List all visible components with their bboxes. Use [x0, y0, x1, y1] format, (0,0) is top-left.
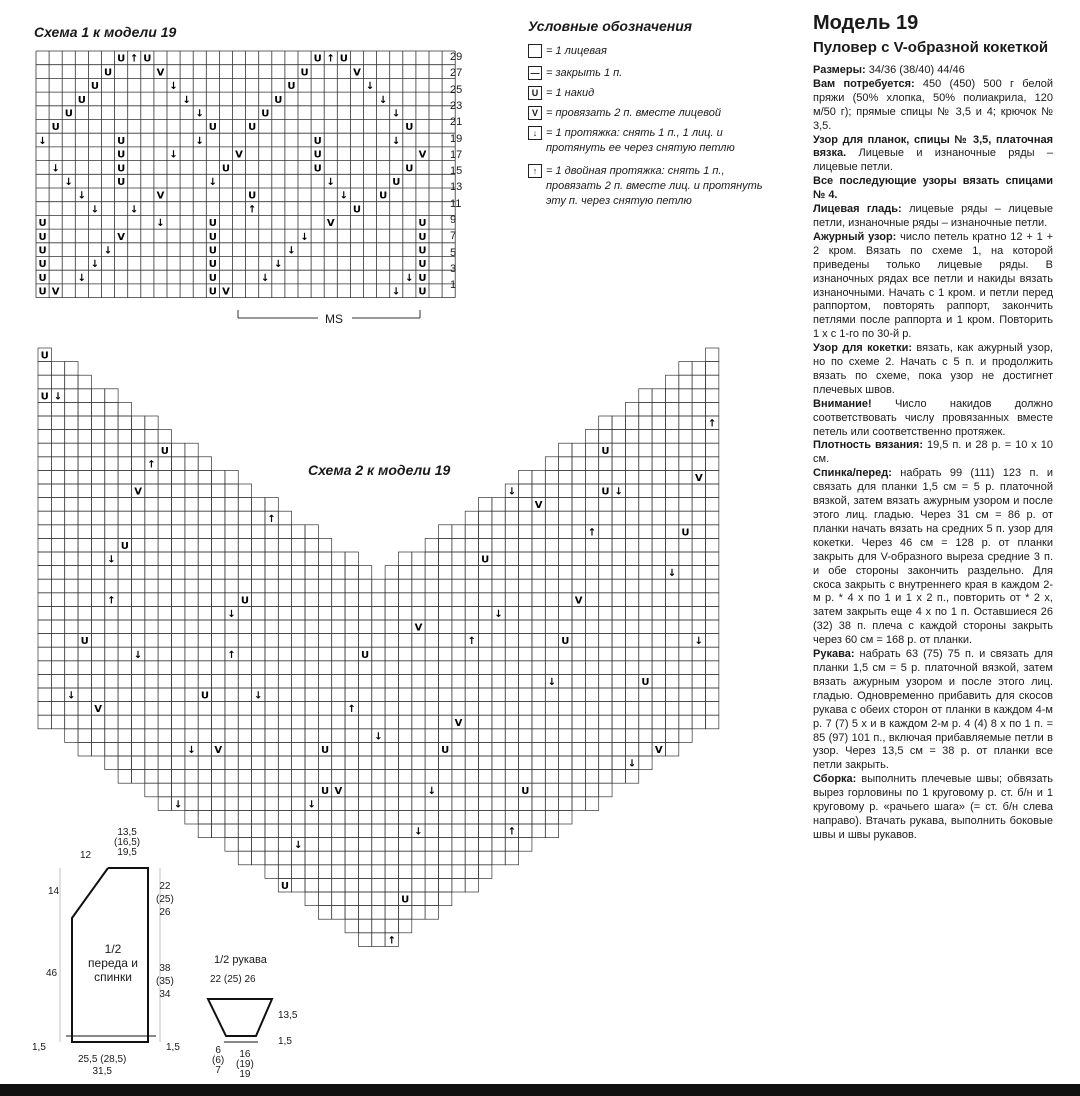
stitch-symbol: V — [353, 67, 361, 79]
stitch-symbol: U — [117, 53, 126, 65]
stitch-symbol: U — [418, 231, 427, 243]
stitch-symbol: ↓ — [547, 677, 557, 688]
stitch-symbol: ↓ — [365, 81, 375, 93]
stitch-symbol: U — [38, 231, 47, 243]
legend-symbol: U — [528, 86, 542, 100]
stitch-symbol: U — [90, 81, 100, 93]
stitch-symbol: U — [313, 149, 322, 161]
paragraph-label: Узор для планок, спицы № 3,5, платочная вязка. — [813, 133, 1053, 160]
front-top-width: 12 — [80, 850, 92, 861]
scheme1-ms-label: MS — [325, 312, 343, 326]
stitch-symbol: ↓ — [307, 799, 316, 811]
paragraph-label: Вам потребуется: — [813, 77, 915, 90]
legend-title: Условные обозначения — [528, 18, 693, 34]
scheme1-title: Схема 1 к модели 19 — [34, 24, 177, 40]
stitch-symbol: ↓ — [103, 245, 113, 257]
stitch-symbol: ↓ — [287, 245, 296, 257]
stitch-symbol: U — [274, 94, 283, 106]
stitch-symbol: ↓ — [130, 204, 139, 216]
sleeve-label: 1/2 рукава — [214, 954, 267, 966]
stitch-symbol: U — [117, 149, 126, 161]
paragraph-text: 450 (450) 500 г белой пряжи (50% хлопка, 50% полиакрила, 120 м/50 г); прямые спицы № 3,5 и 4; крючок № 3,5. — [813, 77, 1053, 132]
front-left-upper: 14 — [48, 886, 60, 897]
stitch-symbol: ↑ — [130, 53, 139, 65]
stitch-symbol: U — [481, 554, 490, 566]
legend-symbol: ↑ — [528, 164, 542, 178]
stitch-symbol: U — [160, 445, 169, 457]
stitch-symbol: ↓ — [374, 731, 383, 743]
stitch-symbol: ↓ — [107, 554, 116, 566]
stitch-symbol: U — [313, 135, 322, 147]
row-number: 25 — [450, 83, 463, 96]
row-number: 3 — [450, 262, 457, 275]
scheme2-title: Схема 2 к модели 19 — [308, 462, 451, 478]
stitch-symbol: ↓ — [405, 272, 414, 284]
paragraph-label: Все последующие узоры вязать спицами № 4. — [813, 175, 1053, 202]
stitch-symbol: U — [208, 231, 217, 243]
stitch-symbol: U — [38, 218, 47, 230]
stitch-symbol: V — [574, 595, 583, 607]
front-label: 1/2 переда и спинки — [88, 942, 138, 984]
stitch-symbol: V — [134, 486, 142, 498]
stitch-symbol: ↓ — [195, 108, 204, 120]
stitch-symbol: U — [405, 163, 414, 175]
stitch-symbol: ↓ — [51, 163, 60, 175]
stitch-symbol: U — [117, 177, 126, 188]
stitch-symbol: V — [214, 745, 223, 756]
stitch-symbol: U — [103, 67, 113, 79]
stitch-symbol: ↓ — [274, 259, 283, 271]
stitch-symbol: U — [601, 486, 610, 498]
stitch-symbol: U — [248, 190, 257, 202]
row-number: 21 — [450, 116, 463, 129]
legend-symbol: V — [528, 106, 542, 120]
stitch-symbol: U — [601, 445, 610, 457]
stitch-symbol: U — [392, 177, 401, 188]
paragraph-text: вязать, как ажурный узор, но по схеме 2. Начать с 5 п. и продолжить вязать по схеме, пока узор не достигнет плечевых швов. — [813, 342, 1053, 396]
stitch-symbol: ↓ — [254, 690, 263, 702]
stitch-symbol: V — [414, 622, 423, 634]
stitch-symbol: U — [208, 245, 217, 257]
stitch-symbol: ↓ — [187, 745, 196, 756]
stitch-symbol: ↑ — [587, 527, 597, 539]
stitch-symbol: ↑ — [707, 418, 717, 430]
row-number: 15 — [450, 165, 463, 178]
stitch-symbol: U — [561, 636, 570, 648]
front-right-main: 38 (35) 34 — [156, 963, 174, 1000]
stitch-symbol: U — [248, 122, 257, 134]
paragraph-label: Сборка: — [813, 773, 857, 786]
stitch-symbol: ↓ — [169, 149, 178, 161]
model-title: Модель 19 — [813, 12, 919, 34]
stitch-symbol: U — [261, 108, 270, 120]
stitch-symbol: ↓ — [614, 486, 623, 498]
paragraph-text: набрать 99 (111) 123 п. и связать для планки 1,5 см = 5 р. платочной вязкой, затем вязать ажурным узором и после этого лиц. гладью. Через 31 см = 86 р. от планки начать вязать на средних 5 п. узор для кокетки. Через 46 см = 128 р. от планки закрыть для V-образного выреза средние 3 п. и обе стороны закончить раздельно. Для скоса закрыть с внутреннего края в каждом 2-м р. * 4 х по 1 и 1 х 2 п., повторить от * 2 х, затем закрыть еще 4 х по 1 п. Оставшиеся 26 (32) 38 п. плеча с каждой стороны закрыть через 60 см = 168 р. от планки. — [813, 467, 1053, 647]
stitch-symbol: U — [401, 894, 410, 906]
stitch-symbol: U — [287, 81, 296, 93]
sleeve-top: 22 (25) 26 — [210, 974, 256, 985]
stitch-symbol: ↓ — [392, 286, 401, 298]
front-right-upper: 22 (25) 26 — [156, 881, 174, 918]
stitch-symbol: ↓ — [90, 259, 100, 271]
stitch-symbol: U — [40, 391, 49, 403]
stitch-symbol: ↓ — [38, 135, 47, 147]
paragraph-label: Узор для кокетки: — [813, 342, 913, 355]
stitch-symbol: U — [208, 286, 217, 298]
row-number: 9 — [450, 214, 457, 226]
sleeve-left-bottom: 6 (6) 7 — [212, 1045, 225, 1076]
stitch-symbol: V — [156, 67, 165, 79]
paragraph-text: лицевые ряды – лицевые петли, изнаночные ряды – изнаночные петли. — [813, 203, 1053, 229]
stitch-symbol: V — [51, 286, 60, 298]
stitch-symbol: U — [208, 218, 217, 230]
stitch-symbol: V — [117, 231, 126, 243]
front-bottom: 25,5 (28,5) 31,5 — [78, 1054, 127, 1077]
stitch-symbol: ↑ — [387, 935, 396, 947]
stitch-symbol: U — [77, 94, 86, 106]
stitch-symbol: U — [38, 272, 47, 284]
stitch-symbol: ↓ — [156, 218, 165, 230]
stitch-symbol: ↓ — [53, 391, 63, 403]
paragraph-label: Спинка/перед: — [813, 467, 892, 480]
page-bottom-bar — [0, 1084, 1080, 1096]
stitch-symbol: ↑ — [227, 649, 236, 661]
paragraph-text: набрать 63 (75) 75 п. и связать для планки 1,5 см = 5 р. платочной вязкой, затем вязать ажурным узором и после этого лиц. гладью. Одновременно прибавить для скосов рукава с обеих сторон от планки в каждом 4-м р. 7 (7) 5 х и в каждом 2-м р. 4 (4) 8 х по 1 п. = 85 (97) 101 п., включая прибавляемые петли в узор. Через 13,5 см = 38 р. от планки все петли закрыть. — [813, 648, 1053, 772]
model-subtitle: Пуловер с V-образной кокеткой — [813, 39, 1049, 56]
legend-symbol: — — [528, 66, 542, 80]
stitch-symbol: ↑ — [147, 459, 156, 471]
stitch-symbol: ↓ — [339, 190, 349, 202]
paragraph-text: 19,5 п. и 28 р. = 10 х 10 см. — [813, 439, 1053, 466]
stitch-symbol: ↓ — [64, 177, 73, 188]
stitch-symbol: U — [339, 53, 348, 65]
row-number: 19 — [450, 132, 463, 145]
stitch-symbol: U — [117, 135, 126, 147]
stitch-symbol: ↓ — [667, 568, 677, 580]
stitch-symbol: ↓ — [182, 94, 191, 106]
row-number: 13 — [450, 181, 463, 194]
stitch-symbol: U — [143, 53, 152, 65]
stitch-symbol: ↓ — [427, 785, 437, 797]
row-number: 1 — [450, 279, 457, 292]
stitch-symbol: ↑ — [247, 204, 257, 216]
stitch-symbol: V — [156, 190, 165, 202]
stitch-symbol: V — [334, 785, 343, 797]
front-top-right: 13,5 (16,5) 19,5 — [114, 827, 141, 858]
stitch-symbol: ↓ — [133, 649, 143, 661]
sleeve-rib: 1,5 — [278, 1036, 292, 1047]
stitch-symbol: U — [352, 204, 362, 216]
stitch-symbol: U — [208, 272, 217, 284]
stitch-symbol: U — [320, 785, 330, 797]
legend-text: = 1 накид — [546, 87, 595, 99]
stitch-symbol: ↑ — [467, 636, 477, 648]
paragraph-label: Лицевая гладь: — [813, 203, 902, 216]
stitch-symbol: U — [418, 286, 427, 298]
stitch-symbol: U — [117, 163, 126, 175]
paragraph-label: Ажурный узор: — [813, 230, 897, 243]
paragraph-label: Размеры: — [813, 64, 866, 76]
stitch-symbol: U — [418, 259, 427, 271]
stitch-symbol: U — [418, 245, 427, 257]
legend-symbol: ↓ — [528, 126, 542, 140]
stitch-symbol: ↓ — [90, 204, 100, 216]
stitch-symbol: ↓ — [627, 758, 637, 770]
stitch-symbol: ↓ — [494, 609, 503, 620]
stitch-symbol: ↑ — [507, 826, 517, 838]
paragraph-text: 34/36 (38/40) 44/46 — [865, 64, 965, 76]
stitch-symbol: ↑ — [267, 513, 276, 525]
stitch-symbol: U — [51, 122, 60, 134]
stitch-symbol: V — [654, 745, 663, 756]
stitch-symbol: U — [313, 53, 322, 65]
stitch-symbol: U — [320, 745, 330, 756]
stitch-symbol: ↓ — [77, 272, 87, 284]
legend-text: = 1 лицевая — [546, 45, 607, 57]
stitch-symbol: U — [361, 649, 370, 661]
stitch-symbol: U — [521, 785, 530, 797]
stitch-symbol: ↓ — [300, 231, 309, 243]
stitch-symbol: V — [222, 286, 230, 298]
stitch-symbol: U — [38, 286, 47, 298]
stitch-symbol: ↓ — [227, 609, 236, 620]
stitch-symbol: ↓ — [507, 486, 517, 498]
sleeve-outline — [208, 999, 272, 1036]
stitch-symbol: U — [221, 163, 231, 175]
sleeve-bottom: 16 (19) 19 — [236, 1049, 254, 1080]
stitch-symbol: V — [94, 704, 102, 716]
stitch-symbol: U — [208, 122, 217, 134]
row-number: 5 — [450, 246, 457, 259]
stitch-symbol: ↓ — [195, 135, 204, 147]
stitch-symbol: U — [240, 595, 249, 607]
stitch-symbol: U — [405, 122, 414, 134]
stitch-symbol: V — [326, 218, 335, 230]
stitch-symbol: U — [418, 218, 427, 230]
stitch-symbol: U — [64, 108, 73, 120]
paragraph-label: Внимание! — [813, 397, 872, 410]
stitch-symbol: ↑ — [326, 53, 335, 65]
stitch-symbol: U — [379, 190, 388, 202]
stitch-symbol: ↑ — [107, 595, 116, 607]
stitch-symbol: ↓ — [173, 799, 183, 811]
stitch-symbol: U — [200, 690, 209, 702]
front-left-main: 46 — [46, 968, 58, 979]
row-number: 11 — [450, 197, 462, 210]
legend-text: = провязать 2 п. вместе лицевой — [546, 107, 721, 119]
stitch-symbol: U — [313, 163, 322, 175]
stitch-symbol: U — [208, 259, 217, 271]
paragraph-text: Лицевые и изнаночные ряды – лицевые петли. — [813, 147, 1053, 174]
paragraph-label: Плотность вязания: — [813, 439, 923, 452]
stitch-symbol: ↓ — [77, 190, 87, 202]
legend-text: = закрыть 1 п. — [546, 67, 623, 79]
row-number: 17 — [450, 148, 463, 161]
stitch-symbol: U — [80, 636, 89, 648]
row-number: 29 — [450, 51, 463, 63]
legend-text: = 1 двойная протяжка: снять 1 п., провязать 2 п. вместе лиц. и протянуть эту п. через снятую петлю — [546, 165, 763, 207]
stitch-symbol: U — [38, 245, 47, 257]
stitch-symbol: ↓ — [67, 690, 76, 702]
stitch-symbol: ↓ — [392, 135, 401, 147]
stitch-symbol: V — [694, 473, 703, 484]
stitch-symbol: ↓ — [294, 840, 303, 852]
row-number: 23 — [450, 99, 463, 112]
row-number: 27 — [450, 67, 463, 80]
stitch-symbol: V — [418, 149, 427, 161]
paragraph-text: Число накидов должно соответствовать числу провязанных вместе петель или соответственно протяжек. — [813, 397, 1053, 438]
stitch-symbol: ↓ — [414, 826, 423, 838]
stitch-symbol: ↑ — [347, 704, 356, 716]
stitch-symbol: V — [235, 149, 243, 161]
stitch-symbol: ↓ — [392, 108, 401, 120]
stitch-symbol: U — [641, 677, 650, 688]
stitch-symbol: ↓ — [694, 636, 704, 648]
stitch-symbol: U — [441, 745, 450, 756]
stitch-symbol: ↓ — [378, 94, 388, 106]
paragraph-label: Рукава: — [813, 648, 855, 661]
paragraph-text: выполнить плечевые швы; обвязать вырез горловины по 1 круговому р. ст. б/н и 1 круговому р. «рачьего шага» (= ст. б/н слева направо). Втачать рукава, выполнить боковые швы и швы рукавов. — [813, 773, 1053, 841]
stitch-symbol: V — [454, 717, 463, 729]
front-rib-right: 1,5 — [166, 1042, 180, 1053]
front-rib-left: 1,5 — [32, 1042, 46, 1053]
legend-text: = 1 протяжка: снять 1 п., 1 лиц. и протянуть ее через снятую петлю — [546, 127, 735, 154]
stitch-symbol: U — [681, 527, 690, 539]
stitch-symbol: V — [534, 500, 543, 512]
stitch-symbol: ↓ — [261, 272, 270, 284]
paragraph-text: число петель кратно 12 + 1 + 2 кром. Вязать по схеме 1, на которой приведены только лицевые ряды. В изнаночных рядах все петли и накиды вязать изнаночными. Начать с 1 кром. и петли перед раппортом, повторять раппорт, закончить петлями после раппорта и 1 кром. Повторить 1 х с 1-го по 30-й р. — [813, 230, 1053, 341]
stitch-symbol: U — [38, 259, 47, 271]
stitch-symbol: U — [300, 67, 309, 79]
stitch-symbol: U — [418, 272, 427, 284]
stitch-symbol: U — [280, 881, 290, 892]
stitch-symbol: ↓ — [169, 81, 178, 93]
sleeve-right: 13,5 — [278, 1010, 298, 1021]
stitch-symbol: U — [120, 541, 129, 552]
stitch-symbol: ↓ — [326, 177, 335, 188]
stitch-symbol: U — [40, 350, 49, 362]
stitch-symbol: ↓ — [208, 177, 218, 188]
row-number: 7 — [450, 230, 457, 243]
